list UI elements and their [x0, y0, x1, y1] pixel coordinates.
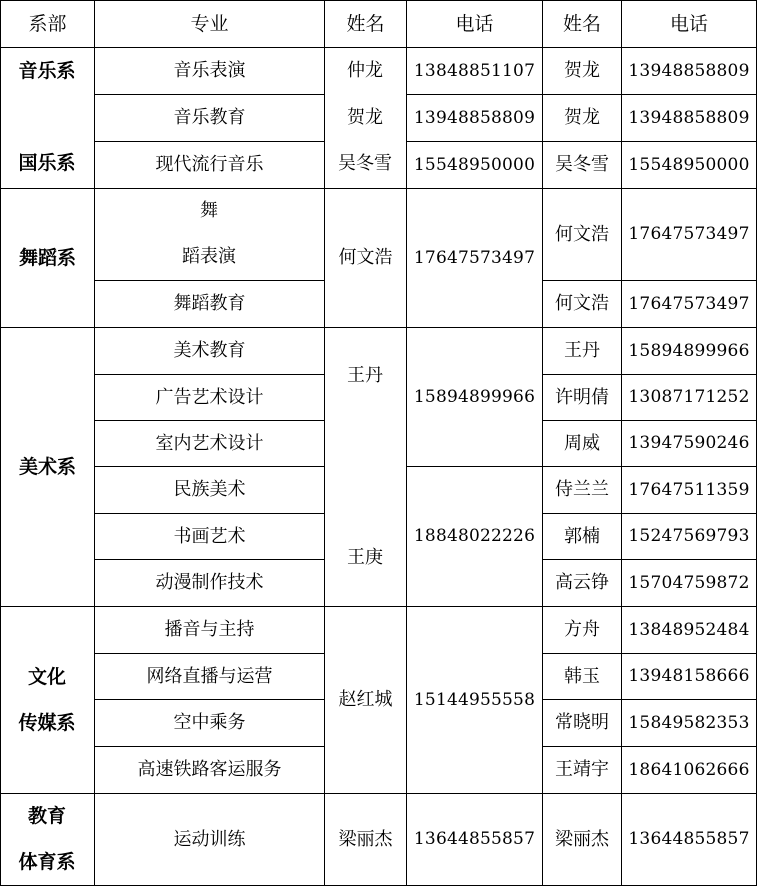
name2-row-1: 贺龙: [542, 47, 621, 94]
dept-pe-line1: 教育: [27, 805, 67, 827]
phone2-row-12: 13848952484: [621, 606, 757, 653]
major-music-education: 音乐教育: [94, 94, 324, 141]
phone2-row-8: 13947590246: [621, 420, 757, 466]
major-dance-education: 舞蹈教育: [94, 280, 324, 327]
major-interior-design: 室内艺术设计: [94, 420, 324, 466]
name2-row-11: 高云铮: [542, 559, 621, 606]
name2-row-2: 贺龙: [542, 94, 621, 141]
dept-media-line1: 文化: [27, 666, 67, 688]
major-dance-performance-line2: 蹈表演: [182, 246, 236, 267]
name2-row-8: 周威: [542, 420, 621, 466]
phone2-row-1: 13948858809: [621, 47, 757, 94]
name1-music-2: 贺龙: [347, 107, 383, 128]
header-dept: 系部: [0, 0, 94, 47]
major-modern-pop-music: 现代流行音乐: [94, 141, 324, 188]
name2-row-4: 何文浩: [542, 188, 621, 280]
phone1-music-2: 13948858809: [406, 94, 542, 141]
major-music-performance: 音乐表演: [94, 47, 324, 94]
name2-row-7: 许明倩: [542, 374, 621, 420]
dept-pe-line2: 体育系: [18, 851, 76, 873]
dept-cell-media: [0, 606, 94, 793]
header-name-1: 姓名: [324, 0, 406, 47]
name1-media: 赵红城: [324, 606, 406, 793]
major-broadcasting-hosting: 播音与主持: [94, 606, 324, 653]
phone2-row-14: 15849582353: [621, 699, 757, 746]
name2-row-5: 何文浩: [542, 280, 621, 327]
name2-row-10: 郭楠: [542, 513, 621, 559]
major-railway-service: 高速铁路客运服务: [94, 746, 324, 793]
phone1-art-b: 18848022226: [406, 466, 542, 606]
phone2-row-9: 17647511359: [621, 466, 757, 513]
phone2-row-3: 15548950000: [621, 141, 757, 188]
phone1-dance: 17647573497: [406, 188, 542, 327]
header-name-2: 姓名: [542, 0, 621, 47]
phone1-music-1: 13848851107: [406, 47, 542, 94]
phone1-music-3: 15548950000: [406, 141, 542, 188]
major-ad-design: 广告艺术设计: [94, 374, 324, 420]
name2-row-13: 韩玉: [542, 653, 621, 699]
name2-row-14: 常晓明: [542, 699, 621, 746]
name1-music-1: 仲龙: [347, 60, 383, 81]
phone2-row-13: 13948158666: [621, 653, 757, 699]
name1-dance: 何文浩: [324, 188, 406, 327]
name2-row-15: 王靖宇: [542, 746, 621, 793]
header-phone-1: 电话: [406, 0, 542, 47]
name1-pe: 梁丽杰: [324, 793, 406, 886]
name2-row-12: 方舟: [542, 606, 621, 653]
phone1-art-a: 15894899966: [406, 327, 542, 466]
phone2-row-4: 17647573497: [621, 188, 757, 280]
phone2-row-10: 15247569793: [621, 513, 757, 559]
phone1-pe: 13644855857: [406, 793, 542, 886]
major-folk-art: 民族美术: [94, 466, 324, 513]
header-phone-2: 电话: [621, 0, 757, 47]
dept-media-line2: 传媒系: [18, 712, 76, 734]
name2-row-6: 王丹: [542, 327, 621, 374]
name1-music-3: 吴冬雪: [338, 153, 392, 174]
major-live-streaming: 网络直播与运营: [94, 653, 324, 699]
major-sports-training: 运动训练: [94, 793, 324, 886]
phone2-row-15: 18641062666: [621, 746, 757, 793]
major-animation: 动漫制作技术: [94, 559, 324, 606]
phone2-row-16: 13644855857: [621, 793, 757, 886]
dept-dance: 舞蹈系: [0, 188, 94, 327]
phone2-row-7: 13087171252: [621, 374, 757, 420]
dept-art: 美术系: [0, 327, 94, 606]
name2-row-16: 梁丽杰: [542, 793, 621, 886]
phone2-row-11: 15704759872: [621, 559, 757, 606]
name1-art-b: 王庚: [347, 547, 383, 568]
major-dance-performance-line1: 舞: [200, 200, 218, 221]
name2-row-9: 侍兰兰: [542, 466, 621, 513]
header-major: 专业: [94, 0, 324, 47]
phone2-row-5: 17647573497: [621, 280, 757, 327]
phone1-media: 15144955558: [406, 606, 542, 793]
phone2-row-6: 15894899966: [621, 327, 757, 374]
phone2-row-2: 13948858809: [621, 94, 757, 141]
major-art-education: 美术教育: [94, 327, 324, 374]
major-calligraphy-painting: 书画艺术: [94, 513, 324, 559]
name2-row-3: 吴冬雪: [542, 141, 621, 188]
name1-art-a: 王丹: [347, 365, 383, 386]
dept-music-label: 音乐系: [18, 60, 76, 82]
major-flight-attendant: 空中乘务: [94, 699, 324, 746]
dept-guoyue-label: 国乐系: [18, 152, 76, 174]
